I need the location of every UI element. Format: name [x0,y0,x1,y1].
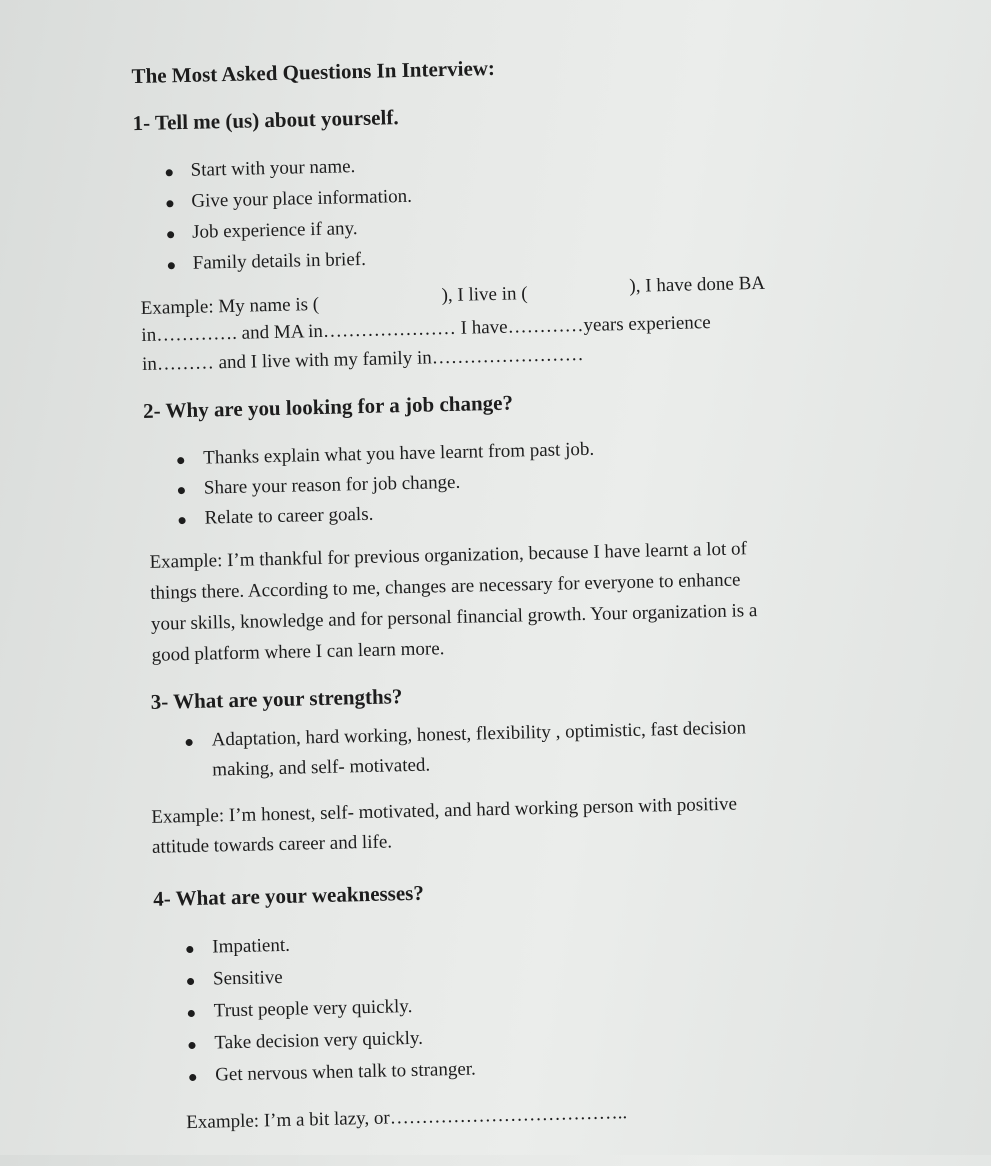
section-4-bullet-3: Trust people very quickly. [213,996,413,1022]
section-2-example-line-2: things there. According to me, changes are necessary for everyone to enhance [150,569,741,604]
section-2-example-line-1: Example: I’m thankful for previous organization, because I have learnt a lot of [149,538,748,573]
section-3-heading: 3- What are your strengths? [150,684,403,714]
section-2-bullet-2: Share your reason for job change. [203,471,461,499]
section-1-example-part-2: ), I live in ( [441,283,528,307]
bullet-dot [188,1042,195,1049]
section-2-heading: 2- Why are you looking for a job change? [142,390,514,423]
section-1-example-line-3: in……… and I live with my family in…………………… [141,343,584,375]
section-1-bullet-4: Family details in brief. [192,248,367,274]
section-4-heading: 4- What are your weaknesses? [152,880,425,911]
section-4-bullet-1: Impatient. [212,934,291,958]
section-2-bullet-3: Relate to career goals. [204,503,374,529]
bullet-dot [167,231,174,238]
bullet-dot [188,1010,195,1017]
section-2-example-line-3: your skills, knowledge and for personal financial growth. Your organization is a [150,600,758,635]
section-1-bullet-1: Start with your name. [190,156,356,181]
section-2-bullet-1: Thanks explain what you have learnt from past job. [202,438,595,469]
bullet-dot [177,457,184,464]
bullet-dot [166,169,173,176]
section-1-bullet-3: Job experience if any. [191,218,358,243]
section-1-example-part-1: Example: My name is ( [140,293,320,319]
section-3-example-line-1: Example: I’m honest, self- motivated, and hard working person with positive [151,793,738,828]
section-1-heading: 1- Tell me (us) about yourself. [132,105,399,136]
section-4-example-line-1: Example: I’m a bit lazy, or……………………………….. [186,1102,628,1134]
bullet-dot [186,739,193,746]
page-title: The Most Asked Questions In Interview: [131,55,496,89]
bullet-dot [189,1074,196,1081]
bullet-dot [166,200,173,207]
section-3-bullet-1: Adaptation, hard working, honest, flexibility , optimistic, fast decision [211,717,747,751]
section-3-example-line-2: attitude towards career and life. [151,831,393,858]
bullet-dot [187,978,194,985]
bullet-dot [178,487,185,494]
section-1-bullet-2: Give your place information. [191,185,413,212]
section-3-bullet-1-cont: making, and self- motivated. [212,754,431,781]
section-4-bullet-4: Take decision very quickly. [214,1027,424,1054]
section-2-example-line-4: good platform where I can learn more. [151,638,445,666]
bullet-dot [186,946,193,953]
section-1-example-part-3: ), I have done BA [629,272,766,297]
section-4-bullet-5: Get nervous when talk to stranger. [214,1058,477,1086]
bullet-dot [168,262,175,269]
section-4-bullet-2: Sensitive [212,966,283,990]
section-1-example-line-2: in…………. and MA in………………… I have…………years experience [141,312,711,346]
bullet-dot [179,517,186,524]
